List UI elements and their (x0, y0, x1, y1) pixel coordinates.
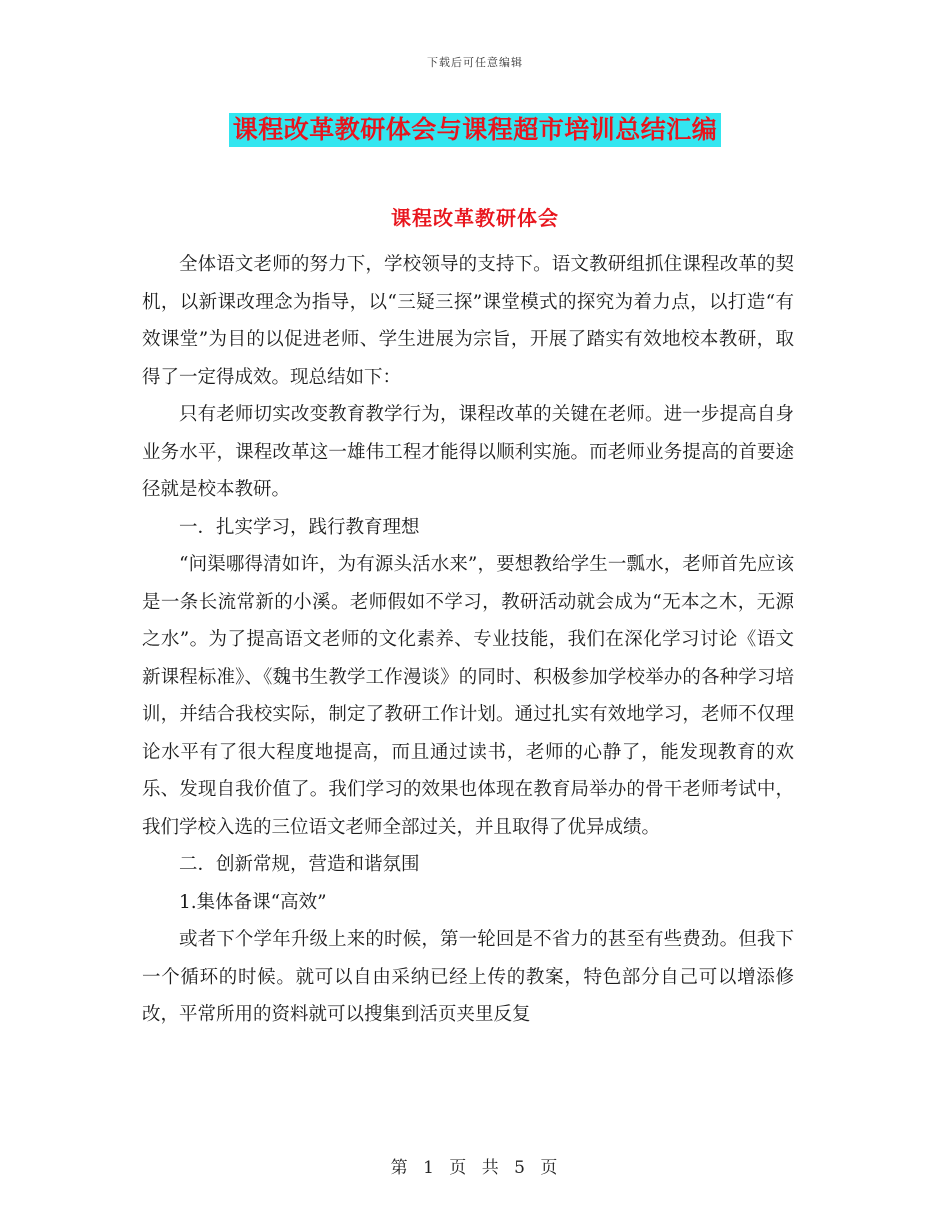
page-number-footer: 第 1 页 共 5 页 (390, 1158, 560, 1178)
paragraph: 只有老师切实改变教育教学行为，课程改革的关键在老师。进一步提高自身业务水平，课程改革这一雄伟工程才能得以顺利实施。而老师业务提高的首要途径就是校本教研。 (142, 404, 794, 500)
main-title: 课程改革教研体会与课程超市培训总结汇编 (229, 113, 722, 147)
paragraph: “问渠哪得清如许，为有源头活水来”，要想教给学生一瓢水，老师首先应该是一条长流常新的小溪。老师假如不学习，教研活动就会成为“无本之木，无源之水”。为了提高语文老师的文化素养、专业技能，我们在深化学习讨论《语文新课程标准》、《魏书生教学工作漫谈》的同时、积极参加学校举办的各种学习培训，并结合我校实际，制定了教研工作计划。通过扎实有效地学习，老师不仅理论水平有了很大程度地提高，而且通过读书，老师的心静了，能发现教育的欢乐、发现自我价值了。我们学习的效果也体现在教育局举办的骨干老师考试中，我们学校入选的三位语文老师全部过关，并且取得了优异成绩。 (142, 554, 794, 838)
section-heading: 一．扎实学习，践行教育理想 (179, 516, 420, 538)
paragraph: 全体语文老师的努力下，学校领导的支持下。语文教研组抓住课程改革的契机，以新课改理念为指导，以“三疑三探”课堂模式的探究为着力点，以打造“有效课堂”为目的以促进老师、学生进展为宗旨，开展了踏实有效地校本教研，取得了一定得成效。现总结如下： (142, 254, 794, 388)
subsection-heading: 1.集体备课“高效” (179, 891, 327, 913)
section-title: 课程改革教研体会 (391, 206, 559, 230)
paragraph: 或者下个学年升级上来的时候，第一轮回是不省力的甚至有些费劲。但我下一个循环的时候。就可以自由采纳已经上传的教案，特色部分自己可以增添修改，平常所用的资料就可以搜集到活页夹里反复 (142, 929, 794, 1025)
main-title-container (0, 113, 950, 147)
section-heading: 二．创新常规，营造和谐氛围 (179, 854, 420, 875)
page-header-note: 下载后可任意编辑 (427, 56, 523, 69)
document-body (142, 246, 794, 1034)
